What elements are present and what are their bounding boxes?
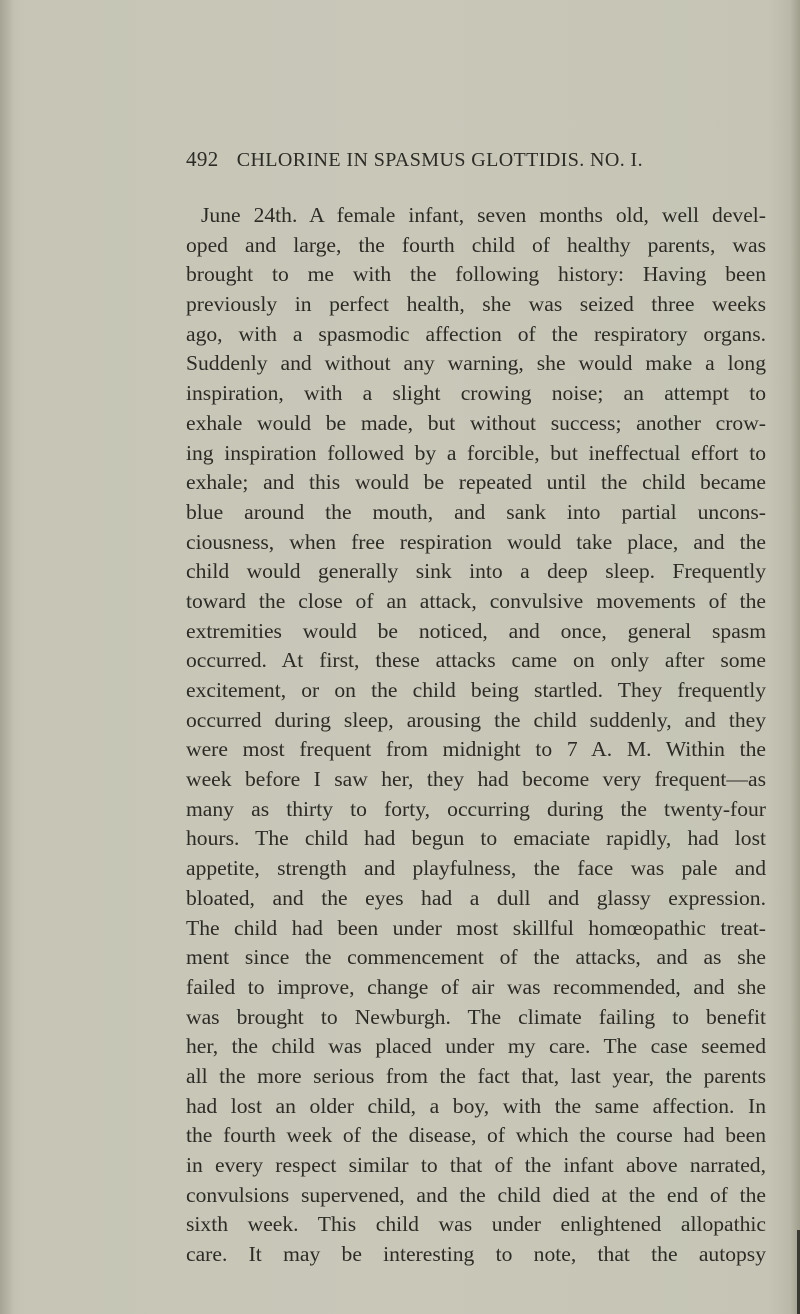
text-line: her, the child was placed under my care. The case seemed bbox=[186, 1034, 766, 1059]
text-line: Suddenly and without any warning, she would make a long bbox=[186, 351, 766, 376]
text-line: in every respect similar to that of the infant above narrated, bbox=[186, 1153, 766, 1177]
text-line: blue around the mouth, and sank into partial uncons- bbox=[186, 499, 766, 524]
text-line: June 24th. A female infant, seven months old, well devel- bbox=[201, 203, 766, 227]
text-line: brought to me with the following history: Having been bbox=[186, 262, 766, 287]
text-line: convulsions supervened, and the child died at the end of the bbox=[186, 1182, 766, 1207]
running-head: CHLORINE IN SPASMUS GLOTTIDIS. NO. I. bbox=[236, 149, 644, 171]
text-line: previously in perfect health, she was seized three weeks bbox=[186, 292, 766, 317]
page-edge bbox=[790, 0, 800, 1314]
text-line: the fourth week of the disease, of which the course had been bbox=[186, 1123, 766, 1148]
text-line: week before I saw her, they had become very frequent—as bbox=[186, 767, 766, 792]
body-paragraph bbox=[186, 201, 766, 1270]
page-number: 492 bbox=[186, 147, 219, 171]
text-line: extremities would be noticed, and once, general spasm bbox=[186, 618, 766, 643]
text-line: bloated, and the eyes had a dull and glassy expression. bbox=[186, 885, 766, 910]
text-line: appetite, strength and playfulness, the face was pale and bbox=[186, 856, 766, 881]
text-line: had lost an older child, a boy, with the same affection. In bbox=[186, 1093, 766, 1118]
text-line: all the more serious from the fact that, last year, the parents bbox=[186, 1063, 766, 1088]
text-line: exhale; and this would be repeated until the child became bbox=[186, 470, 766, 495]
text-line: oped and large, the fourth child of healthy parents, was bbox=[186, 232, 766, 257]
text-line: hours. The child had begun to emaciate rapidly, had lost bbox=[186, 826, 766, 851]
text-line: many as thirty to forty, occurring during the twenty-four bbox=[186, 796, 766, 821]
text-line: was brought to Newburgh. The climate failing to benefit bbox=[186, 1004, 766, 1029]
page-header bbox=[186, 147, 766, 172]
text-line: sixth week. This child was under enlightened allopathic bbox=[186, 1212, 766, 1237]
text-line: ment since the commencement of the attacks, and as she bbox=[186, 945, 766, 970]
text-line: ciousness, when free respiration would take place, and the bbox=[186, 529, 766, 554]
text-line: failed to improve, change of air was recommended, and she bbox=[186, 974, 766, 999]
text-line: ing inspiration followed by a forcible, but ineffectual effort to bbox=[186, 440, 766, 465]
text-line: toward the close of an attack, convulsive movements of the bbox=[186, 588, 766, 613]
text-line: were most frequent from midnight to 7 A. M. Within the bbox=[186, 737, 766, 762]
text-line: occurred. At first, these attacks came on only after some bbox=[186, 648, 766, 673]
text-line: excitement, or on the child being startled. They frequently bbox=[186, 678, 766, 702]
text-line: exhale would be made, but without success; another crow- bbox=[186, 410, 766, 435]
text-line: The child had been under most skillful homœopathic treat- bbox=[186, 915, 766, 940]
text-line: occurred during sleep, arousing the child suddenly, and they bbox=[186, 707, 766, 732]
text-line: ago, with a spasmodic affection of the respiratory organs. bbox=[186, 321, 766, 346]
text-line: inspiration, with a slight crowing noise; an attempt to bbox=[186, 381, 766, 406]
text-line: child would generally sink into a deep sleep. Frequently bbox=[186, 559, 766, 584]
text-line: care. It may be interesting to note, that the autopsy bbox=[186, 1242, 766, 1267]
spine-shadow bbox=[0, 0, 14, 1314]
